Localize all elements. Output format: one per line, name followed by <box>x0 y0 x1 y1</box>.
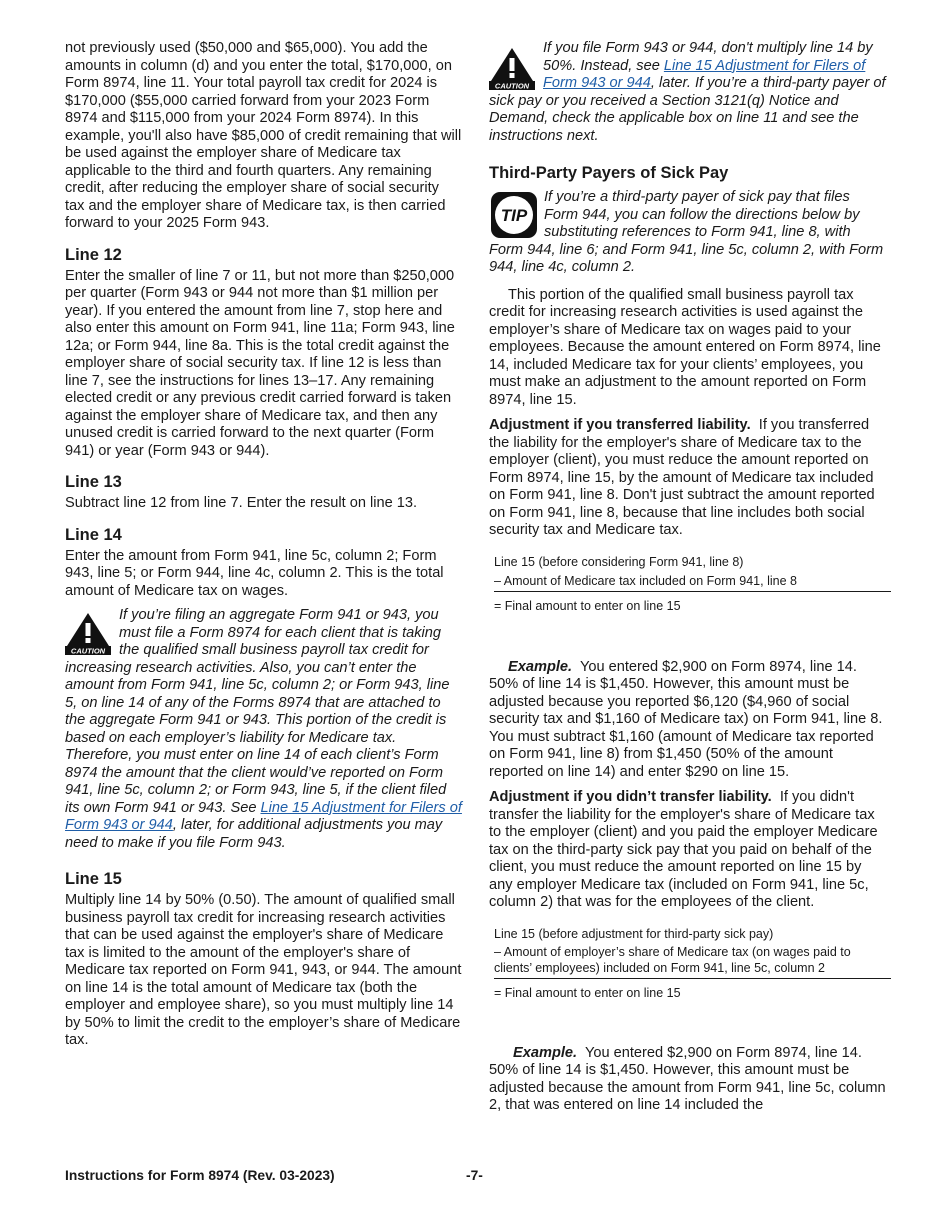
line15-adjustment-link[interactable]: Line 15 Adjustment for Filers of Form 943 or 944 <box>543 57 866 91</box>
portion-paragraph: This portion of the qualified small business payroll tax credit for increasing research activities is used against the employer’s share of Medicare tax on wages paid to your employees. Because the amount entered on Form 8974, line 14, included Medicare tax for your clients’ employees, you must make an adjustment to the amount reported on Form 8974, line 15. <box>489 286 881 408</box>
caution-text: If you’re filing an aggregate Form 941 or 943, you must file a Form 8974 for each client that is taking the qualified small business payroll tax credit for increasing research activities. Also, you can’t enter the amount from Form 941, line 5c, column 2; or Form 943, line 5, on line 14 of any of the Forms 8974 that are attached to the aggregate Form 941 or 943. This portion of the credit is based on each employer’s liability for Medicare tax. Therefore, you must enter on line 14 of each client’s Form 8974 the amount that the client would’ve reported on Form 941, line 5c, column 2; or Form 943, line 5, if the client filed its own Form 941 or 943. See <box>65 607 450 816</box>
caution-note-aggregate <box>65 607 462 852</box>
example1-text: You entered $2,900 on Form 8974, line 14. 50% of line 14 is $1,450. However, this amount must be adjusted because you reported $6,120 ($4,960 of social security tax and $1,160 of Medicare tax) on Form 941, line 8. You must subtract $1,160 (amount of Medicare tax reported on Form 941, line 8) from $1,450 (50% of the amount reported on line 14) and enter $290 on line 15. <box>489 658 883 780</box>
line12-text: Enter the smaller of line 7 or 11, but not more than $250,000 per quarter (Form 943 or 944 not more than $1 million per year). If you entered the amount from line 7, stop here and also enter this amount on Form 941, line 11a; Form 943, line 12a; or Form 944, line 8a. This is the total credit against the employer share of social security tax. If line 12 is less than line 7, see the instructions for lines 13–17. Any remaining elected credit or any previous credit carried forward is taken against the employer share of Medicare tax, and then any unused credit is carried forward to the next quarter (Form 941) or year (Form 943 or 944). <box>65 267 455 459</box>
tip-icon <box>490 191 538 239</box>
line15-adjustment-link[interactable]: Line 15 Adjustment for Filers of Form 943 or 944 <box>65 799 462 833</box>
line12-heading: Line 12 <box>65 245 122 264</box>
table-row-total: = Final amount to enter on line 15 <box>494 598 681 613</box>
footer-title: Instructions for Form 8974 (Rev. 03-2023) <box>65 1168 335 1183</box>
page-number: -7- <box>466 1168 483 1183</box>
caution-icon <box>65 611 111 655</box>
table-row: – Amount of Medicare tax included on Form 941, line 8 <box>494 573 891 592</box>
line13-heading: Line 13 <box>65 473 122 491</box>
adj-not-transferred-text: If you didn't transfer the liability for the employer's share of Medicare tax to the employer (client) and you paid the employer Medicare tax on the third-party sick pay that you paid on behalf of the client, you must reduce the amount reported on line 15 by any employer Medicare tax (included on Form 941, line 5c, column 2) that was for the employees of the client. <box>489 789 878 910</box>
third-party-heading: Third-Party Payers of Sick Pay <box>489 164 729 182</box>
example2-text: You entered $2,900 on Form 8974, line 14. 50% of line 14 is $1,450. However, this amount must be adjusted because the amount from Form 941, line 5c, column 2, that was entered on line 14 included the <box>489 1044 886 1113</box>
intro-paragraph: not previously used ($50,000 and $65,000). You add the amounts in column (d) and you enter the total, $170,000, on Form 8974, line 11. Your total payroll tax credit for 2024 is $170,000 ($55,000 carried forward from your 2023 Form 8974 and $115,000 from your 2024 Form 8974). In this example, you'll also have $85,000 of credit remaining that will be used against the employer share of Medicare tax applicable to the third and fourth quarters. Any remaining credit, after reducing the employer share of social security tax and the employer share of Medicare tax, is then carried forward to your 2025 Form 943. <box>65 40 462 231</box>
adj-transferred-text: If you transferred the liability for the employer's share of Medicare tax to the employer (client), you must reduce the amount reported on Form 8974, line 15, by the amount of Medicare tax included on Form 941, line 8. Don't just subtract the amount reported on Form 941, line 8, because that line includes both social security tax and Medicare tax. <box>489 417 875 538</box>
tip-label: TIP <box>500 206 528 225</box>
tip-text: If you’re a third-party payer of sick pay that files Form 944, you can follow the directions below by substituting references to Form 941, line 8, with Form 944, line 6; and Form 941, line 5c, column 2, with Form 944, line 4c, column 2. <box>489 189 884 275</box>
adj-transferred-label: Adjustment if you transferred liability. <box>489 417 751 433</box>
adj-transferred-paragraph <box>489 417 886 540</box>
adj-not-transferred-paragraph <box>489 789 886 912</box>
caution-label: CAUTION <box>70 646 106 655</box>
adj-not-transferred-label: Adjustment if you didn’t transfer liability. <box>489 789 772 805</box>
right-column <box>489 40 886 1115</box>
line15-text: Multiply line 14 by 50% (0.50). The amount of qualified small business payroll tax credit for increasing research activities that can be used against the employer's share of Medicare tax is limited to the amount of the employer's share of Medicare tax reported on Form 941, 943, or 944. The amount on line 14 is the total amount of Medicare tax (both the employer and employee share), so you must multiply line 14 by 50% to limit the credit to the employer’s share of Medicare tax. <box>65 892 462 1048</box>
table-row: Line 15 (before adjustment for third-party sick pay) <box>494 926 774 941</box>
caution-text-end: , later. If you’re a third-party payer of sick pay or you received a Section 3121(q) Notice and Demand, check the applicable box on line 11 and see the instructions next. <box>489 75 886 144</box>
caution-label: CAUTION <box>494 81 530 90</box>
left-column <box>65 40 462 1050</box>
tip-note <box>489 189 886 277</box>
example1-paragraph <box>489 659 886 782</box>
example1-label: Example. <box>508 658 573 675</box>
calc-table-not-transferred <box>494 926 886 1001</box>
table-row: – Amount of employer’s share of Medicare tax (on wages paid to clients’ employees) included on Form 941, line 5c, column 2 <box>494 944 891 979</box>
line13-text: Subtract line 12 from line 7. Enter the result on line 13. <box>65 495 418 511</box>
table-row: Line 15 (before considering Form 941, line 8) <box>494 554 744 569</box>
caution-text-end: , later, for additional adjustments you may need to make if you file Form 943. <box>65 817 443 851</box>
caution-note-943-944 <box>489 40 886 145</box>
calc-table-transferred <box>494 554 886 614</box>
example2-paragraph <box>489 1045 886 1115</box>
caution-icon <box>489 46 535 90</box>
line14-text: Enter the amount from Form 941, line 5c, column 2; Form 943, line 5; or Form 944, line 4c, column 2. This is the total amount of Medicare tax on wages. <box>65 547 444 599</box>
caution-text: If you file Form 943 or 944, don't multiply line 14 by 50%. Instead, see <box>543 40 873 74</box>
example2-label: Example. <box>513 1044 578 1061</box>
line14-heading: Line 14 <box>65 525 122 544</box>
table-row-total: = Final amount to enter on line 15 <box>494 985 681 1000</box>
line15-heading: Line 15 <box>65 870 122 888</box>
